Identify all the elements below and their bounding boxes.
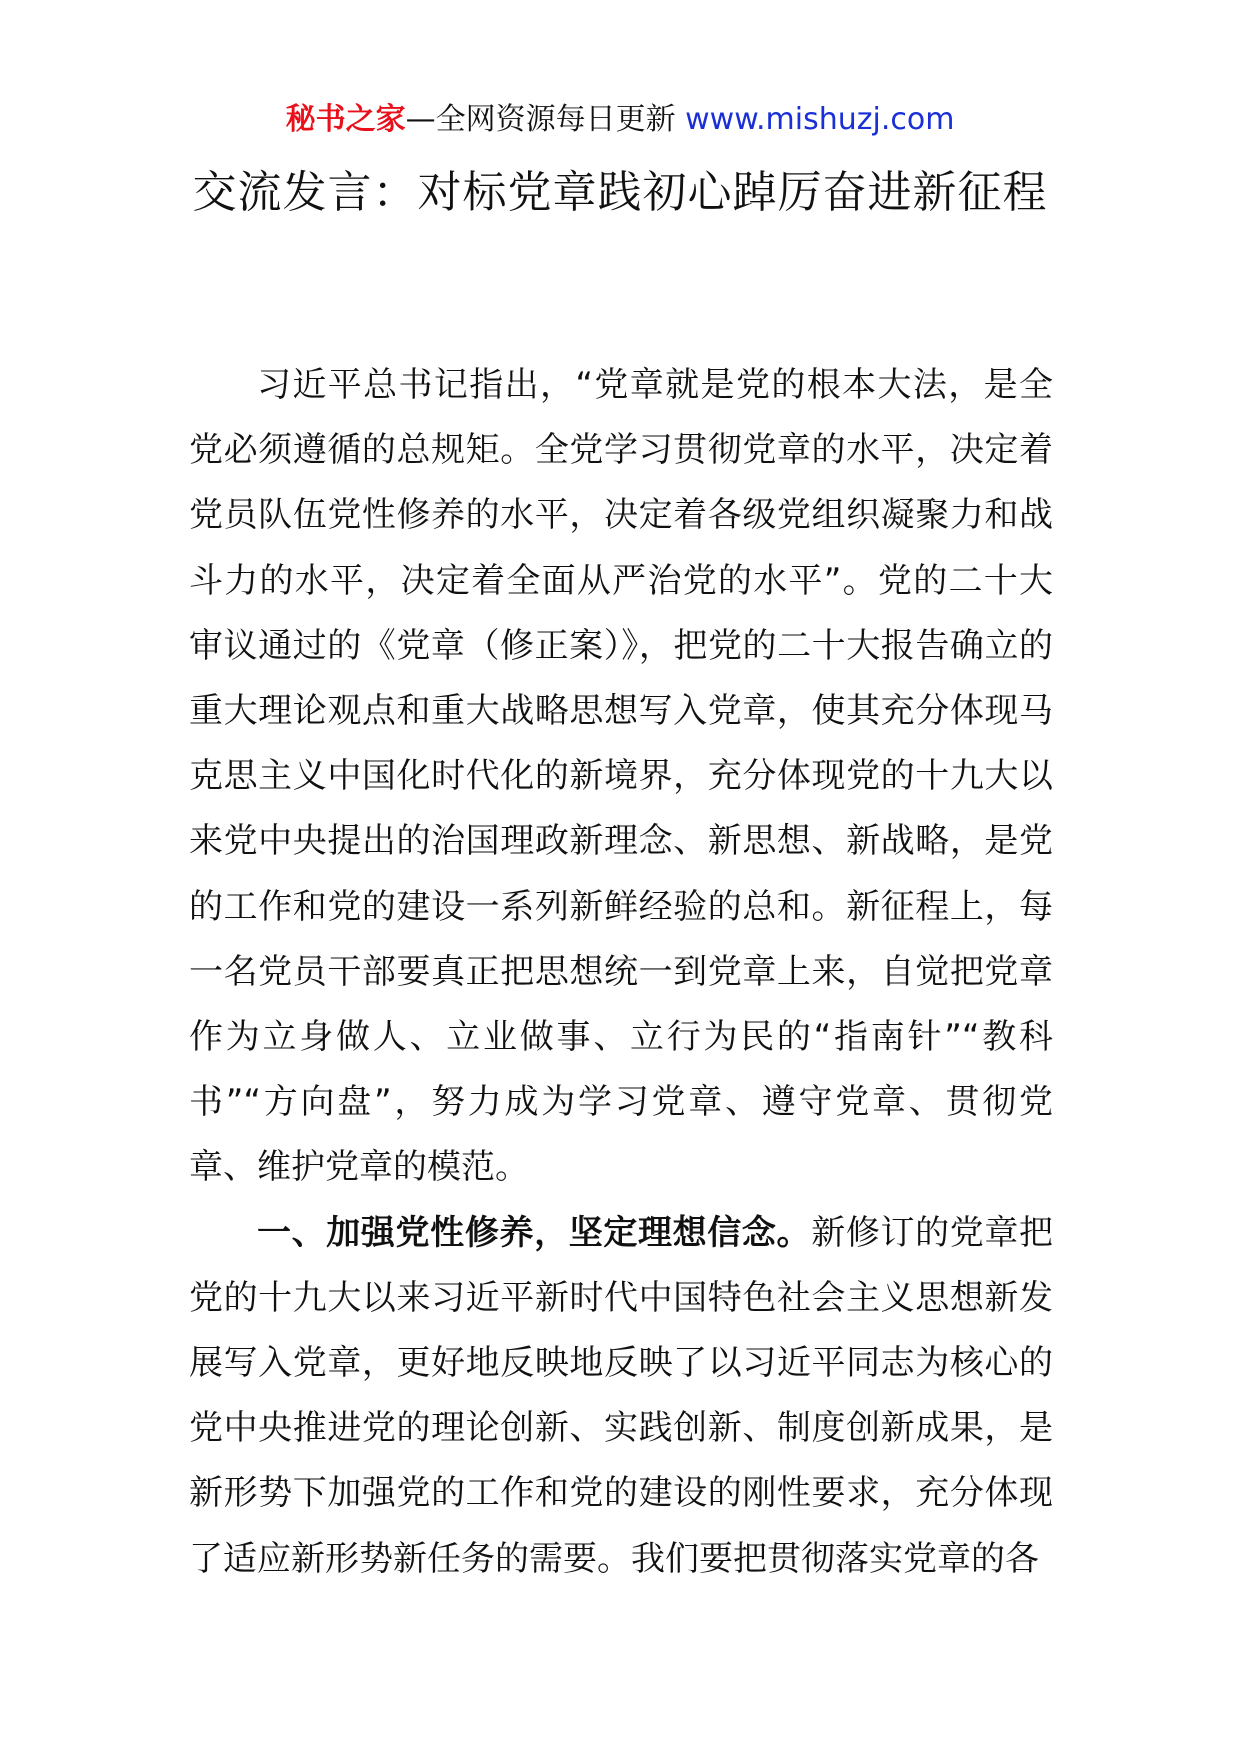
section-heading: 一、加强党性修养，坚定理想信念。	[257, 1212, 812, 1253]
paragraph-intro	[189, 353, 1053, 1201]
document-title: 交流发言：对标党章践初心踔厉奋进新征程	[192, 167, 1048, 218]
paragraph-text: 习近平总书记指出，“党章就是党的根本大法，是全党必须遵循的总规矩。全党学习贯彻党章的水平，决定着党员队伍党性修养的水平，决定着各级党组织凝聚力和战斗力的水平，决定着全面从严治党的水平”。党的二十大审议通过的《党章（修正案）》，把党的二十大报告确立的重大理论观点和重大战略思想写入党章，使其充分体现马克思主义中国化时代化的新境界，充分体现党的十九大以来党中央提出的治国理政新理念、新思想、新战略，是党的工作和党的建设一系列新鲜经验的总和。新征程上，每一名党员干部要真正把思想统一到党章上来，自觉把党章作为立身做人、立业做事、立行为民的“指南针”“教科书”“方向盘”，努力成为学习党章、遵守党章、贯彻党章、维护党章的模范。	[189, 365, 1053, 1188]
paragraph-section-1	[189, 1201, 1053, 1592]
tagline: —全网资源每日更新	[405, 102, 686, 137]
document-body	[189, 353, 1053, 1592]
paragraph-text: 新修订的党章把党的十九大以来习近平新时代中国特色社会主义思想新发展写入党章，更好地反映地反映了以习近平同志为核心的党中央推进党的理论创新、实践创新、制度创新成果，是新形势下加强党的工作和党的建设的刚性要求，充分体现了适应新形势新任务的需要。我们要把贯彻落实党章的各	[189, 1212, 1054, 1579]
brand-name: 秘书之家	[285, 102, 406, 137]
site-url-link[interactable]: www.mishuzj.com	[685, 102, 955, 137]
header-banner	[0, 100, 1240, 140]
